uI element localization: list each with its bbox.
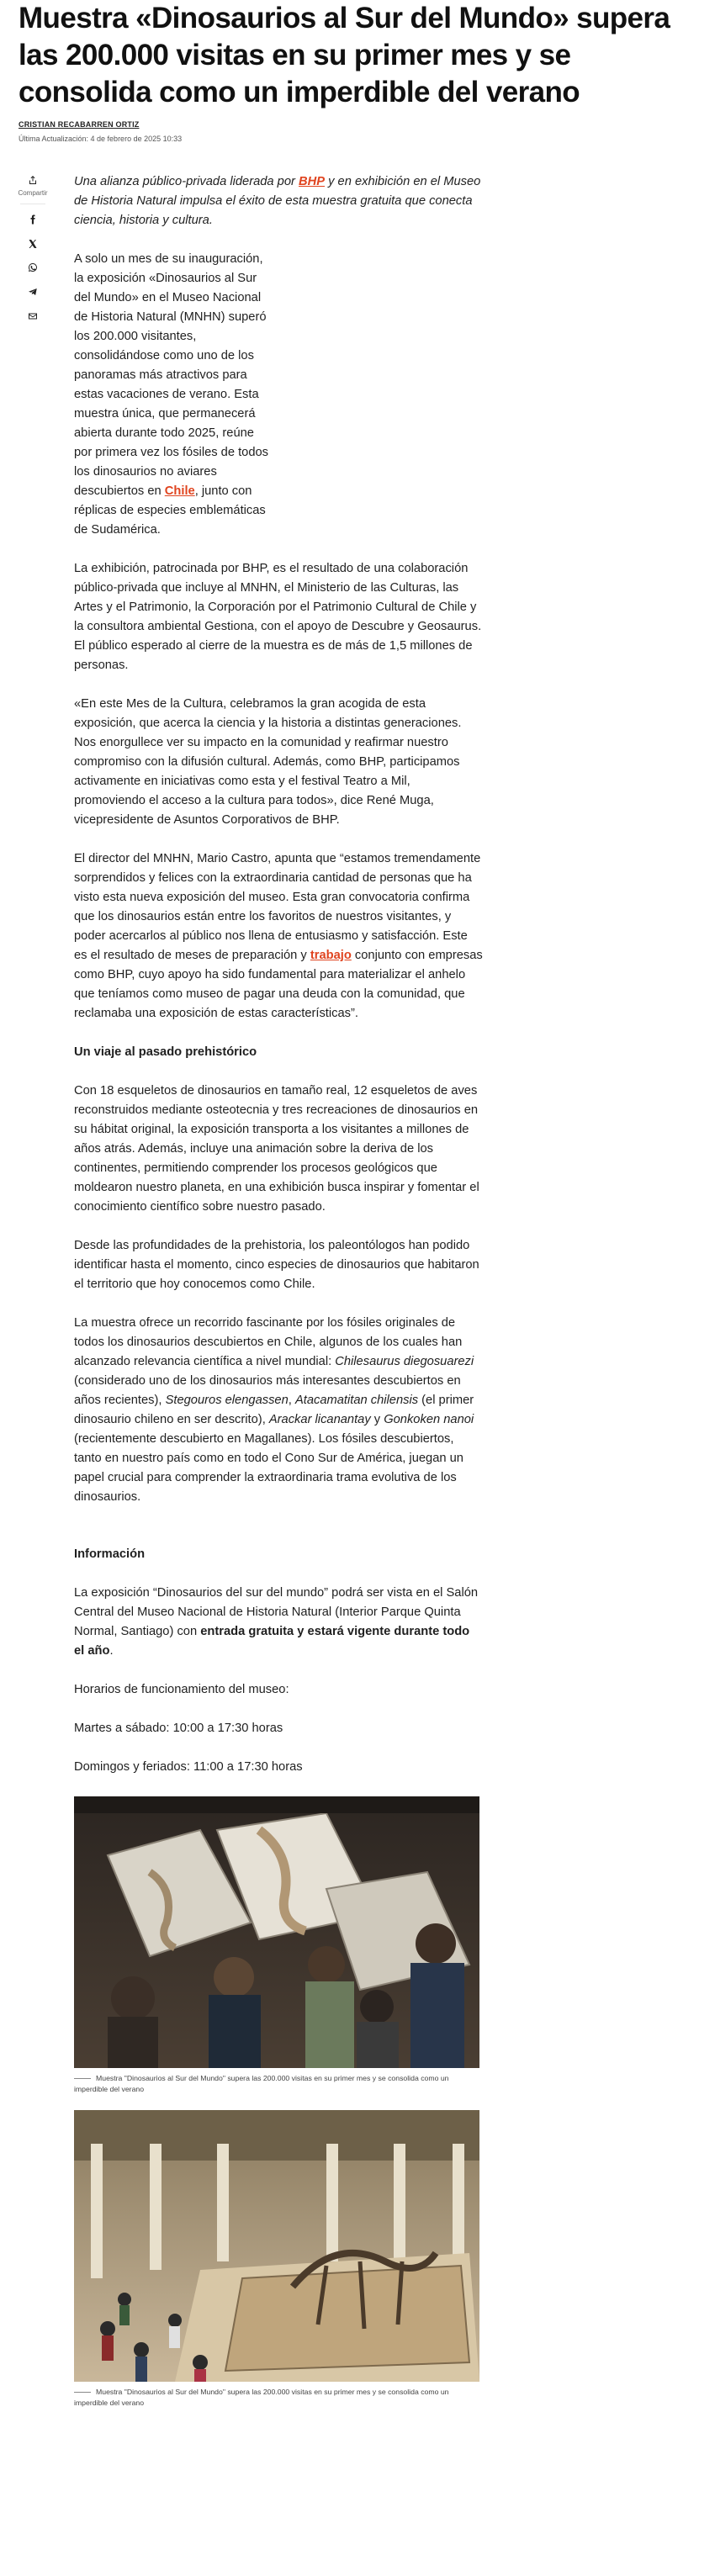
author-link[interactable]: CRISTIAN RECABARREN ORTIZ [19,120,140,129]
fossils-text: (recientemente descubierto en Magallanes). Los fósiles descubiertos, tanto en nuestro país como en todo el Cono Sur de América, juegan un papel crucial para comprender la extraordinaria trama evolutiva de los dinosaurios. [74,1432,463,1504]
species-name: Arackar licanantay [268,1413,371,1426]
facebook-button[interactable] [19,208,47,232]
hours-weekdays: Martes a sábado: 10:00 a 17:30 horas [74,1722,283,1735]
update-timestamp: Última Actualización: 4 de febrero de 2025 10:33 [19,135,183,143]
share-bar [19,168,47,328]
email-icon [28,311,38,321]
info-bold: entrada gratuita y estará vigente durante todo el año [74,1625,470,1658]
facebook-icon [28,214,38,225]
lead-paragraph [74,172,483,230]
intro-text: A solo un mes de su inauguración, la exposición «Dinosaurios al Sur del Mundo» en el Museo Nacional de Historia Natural (MNHN) superó los 200.000 visitantes, consolidándose como uno de los panoramas más atractivos para estas vacaciones de verano. Esta muestra única, que permanecerá abierta durante todo 2025, reúne por primera vez los fósiles de todos los dinosaurios no aviares descubiertos en [74,252,269,498]
article-body [74,172,483,2424]
castro-text: El director del MNHN, Mario Castro, apunta que “estamos tremendamente sorprendidos y felices con la extraordinaria cantidad de personas que ha visto esta nueva exposición del museo. Esta gran convocatoria confirma que los dinosaurios están entre los favoritos de nuestros visitantes, y poder acercarlos al público nos llena de entusiasmo y satisfacción. Este es el resultado de meses de preparación y [74,852,481,962]
trabajo-link[interactable]: trabajo [310,949,352,962]
email-button[interactable] [19,304,47,328]
caption-text: Muestra "Dinosaurios al Sur del Mundo" supera las 200.000 visitas en su primer mes y se consolida como un imperdible del verano [74,2074,449,2093]
figure-photo-1 [74,1796,479,2095]
info-text: La exposición “Dinosaurios del sur del mundo” podrá ser vista en el Salón Central del Museo Nacional de Historia Natural (Interior Parque Quinta Normal, Santiago) con [74,1586,479,1638]
fossils-text: , [288,1394,295,1407]
caption-dash [74,2078,91,2079]
fossils-text: (considerado uno de los dinosaurios más interesantes descubiertos en años recientes), [74,1374,461,1407]
hours-heading: Horarios de funcionamiento del museo: [74,1683,289,1696]
telegram-icon [28,287,38,297]
info-text-end: . [109,1644,114,1658]
fossils-text: y [370,1413,384,1426]
species-name: Atacamatitan chilensis [294,1394,419,1407]
share-label: Compartir [18,188,48,197]
castro-text-end: conjunto con empresas como BHP, cuyo apoyo ha sido fundamental para materializar el anhelo que teníamos como museo de pagar una deuda con la comunidad, que reclamaba una exposición de estas características”. [74,949,483,1020]
hours-weekend: Domingos y feriados: 11:00 a 17:30 horas [74,1760,303,1774]
photo-museum-hall [74,2110,479,2382]
paragraph-quote-muga: «En este Mes de la Cultura, celebramos la gran acogida de esta exposición, que acerca la ciencia y la historia a distintas generaciones. Nos enorgullece ver su impacto en la comunidad y reafirmar nuestro compromiso con la difusión cultural. Además, como BHP, participamos activamente en iniciativas como esta y el festival Teatro a Mil, promoviendo el acceso a la cultura para todos», dice René Muga, vicepresidente de Asuntos Corporativos de BHP. [74,697,462,827]
species-name: Stegouros elengassen [165,1394,289,1407]
paragraph-sponsorship: La exhibición, patrocinada por BHP, es el resultado de una colaboración público-privada que incluye al MNHN, el Ministerio de las Culturas, las Artes y el Patrimonio, la Corporación por el Patrimonio Cultural de Chile y la consultora ambiental Gestiona, con el apoyo de Descubre y Geosaurus. El público esperado al cierre de la muestra es de más de 1,5 millones de personas. [74,562,482,672]
intro-text-end: , junto con réplicas de especies emblemáticas de Sudamérica. [74,484,266,537]
info-heading: Información [74,1547,146,1561]
fossils-text: La muestra ofrece un recorrido fascinante por los fósiles originales de todos los dinosaurios descubiertos en Chile, algunos de los cuales han alcanzado relevancia científica a nivel mundial: [74,1316,463,1368]
section-heading: Un viaje al pasado prehistórico [74,1045,257,1059]
paragraph-intro [74,250,270,540]
species-name: Gonkoken nanoi [384,1413,474,1426]
x-button[interactable] [19,231,47,256]
paragraph-species: Desde las profundidades de la prehistoria, los paleontólogos han podido identificar hasta el momento, cinco especies de dinosaurios que habitaron el territorio que hoy conocemos como Chile. [74,1239,479,1291]
share-icon [28,175,38,185]
chile-link[interactable]: Chile [164,484,195,498]
paragraph-fossils [74,1314,483,1507]
spacer [74,1526,483,1545]
figure-photo-2 [74,2110,479,2409]
photo-fossil-display [74,1796,479,2068]
paragraph-exhibit: Con 18 esqueletos de dinosaurios en tamaño real, 12 esqueletos de aves reconstruidos mediante osteotecnia y tres recreaciones de dinosaurios en su hábitat original, la exposición transporta a los visitantes a millones de años atrás. Además, incluye una animación sobre la deriva de los continentes, permitiendo comprender los procesos geológicos que moldearon nuestro planeta, en una exhibición busca inspirar y fomentar el conocimiento científico sobre nuestro pasado. [74,1084,479,1214]
fossils-text: (el primer dinosaurio chileno en ser descrito), [74,1394,474,1426]
paragraph-quote-castro [74,849,483,1024]
whatsapp-button[interactable] [19,256,47,280]
paragraph-info [74,1584,483,1661]
lead-text: Una alianza público-privada liderada por [74,175,299,188]
headline: Muestra «Dinosaurios al Sur del Mundo» supera las 200.000 visitas en su primer mes y se consolida como un imperdible del verano [19,2,670,108]
bhp-link[interactable]: BHP [299,175,326,188]
whatsapp-icon [28,262,38,272]
figure-caption [74,2073,479,2095]
x-icon [28,239,38,249]
figure-caption [74,2387,479,2409]
lead-text-end: y en exhibición en el Museo de Historia Natural impulsa el éxito de esta muestra gratuita que conecta ciencia, historia y cultura. [74,175,481,227]
caption-dash [74,2392,91,2393]
telegram-button[interactable] [19,280,47,304]
species-name: Chilesaurus diegosuarezi [335,1355,474,1368]
caption-text: Muestra "Dinosaurios al Sur del Mundo" supera las 200.000 visitas en su primer mes y se consolida como un imperdible del verano [74,2388,449,2407]
